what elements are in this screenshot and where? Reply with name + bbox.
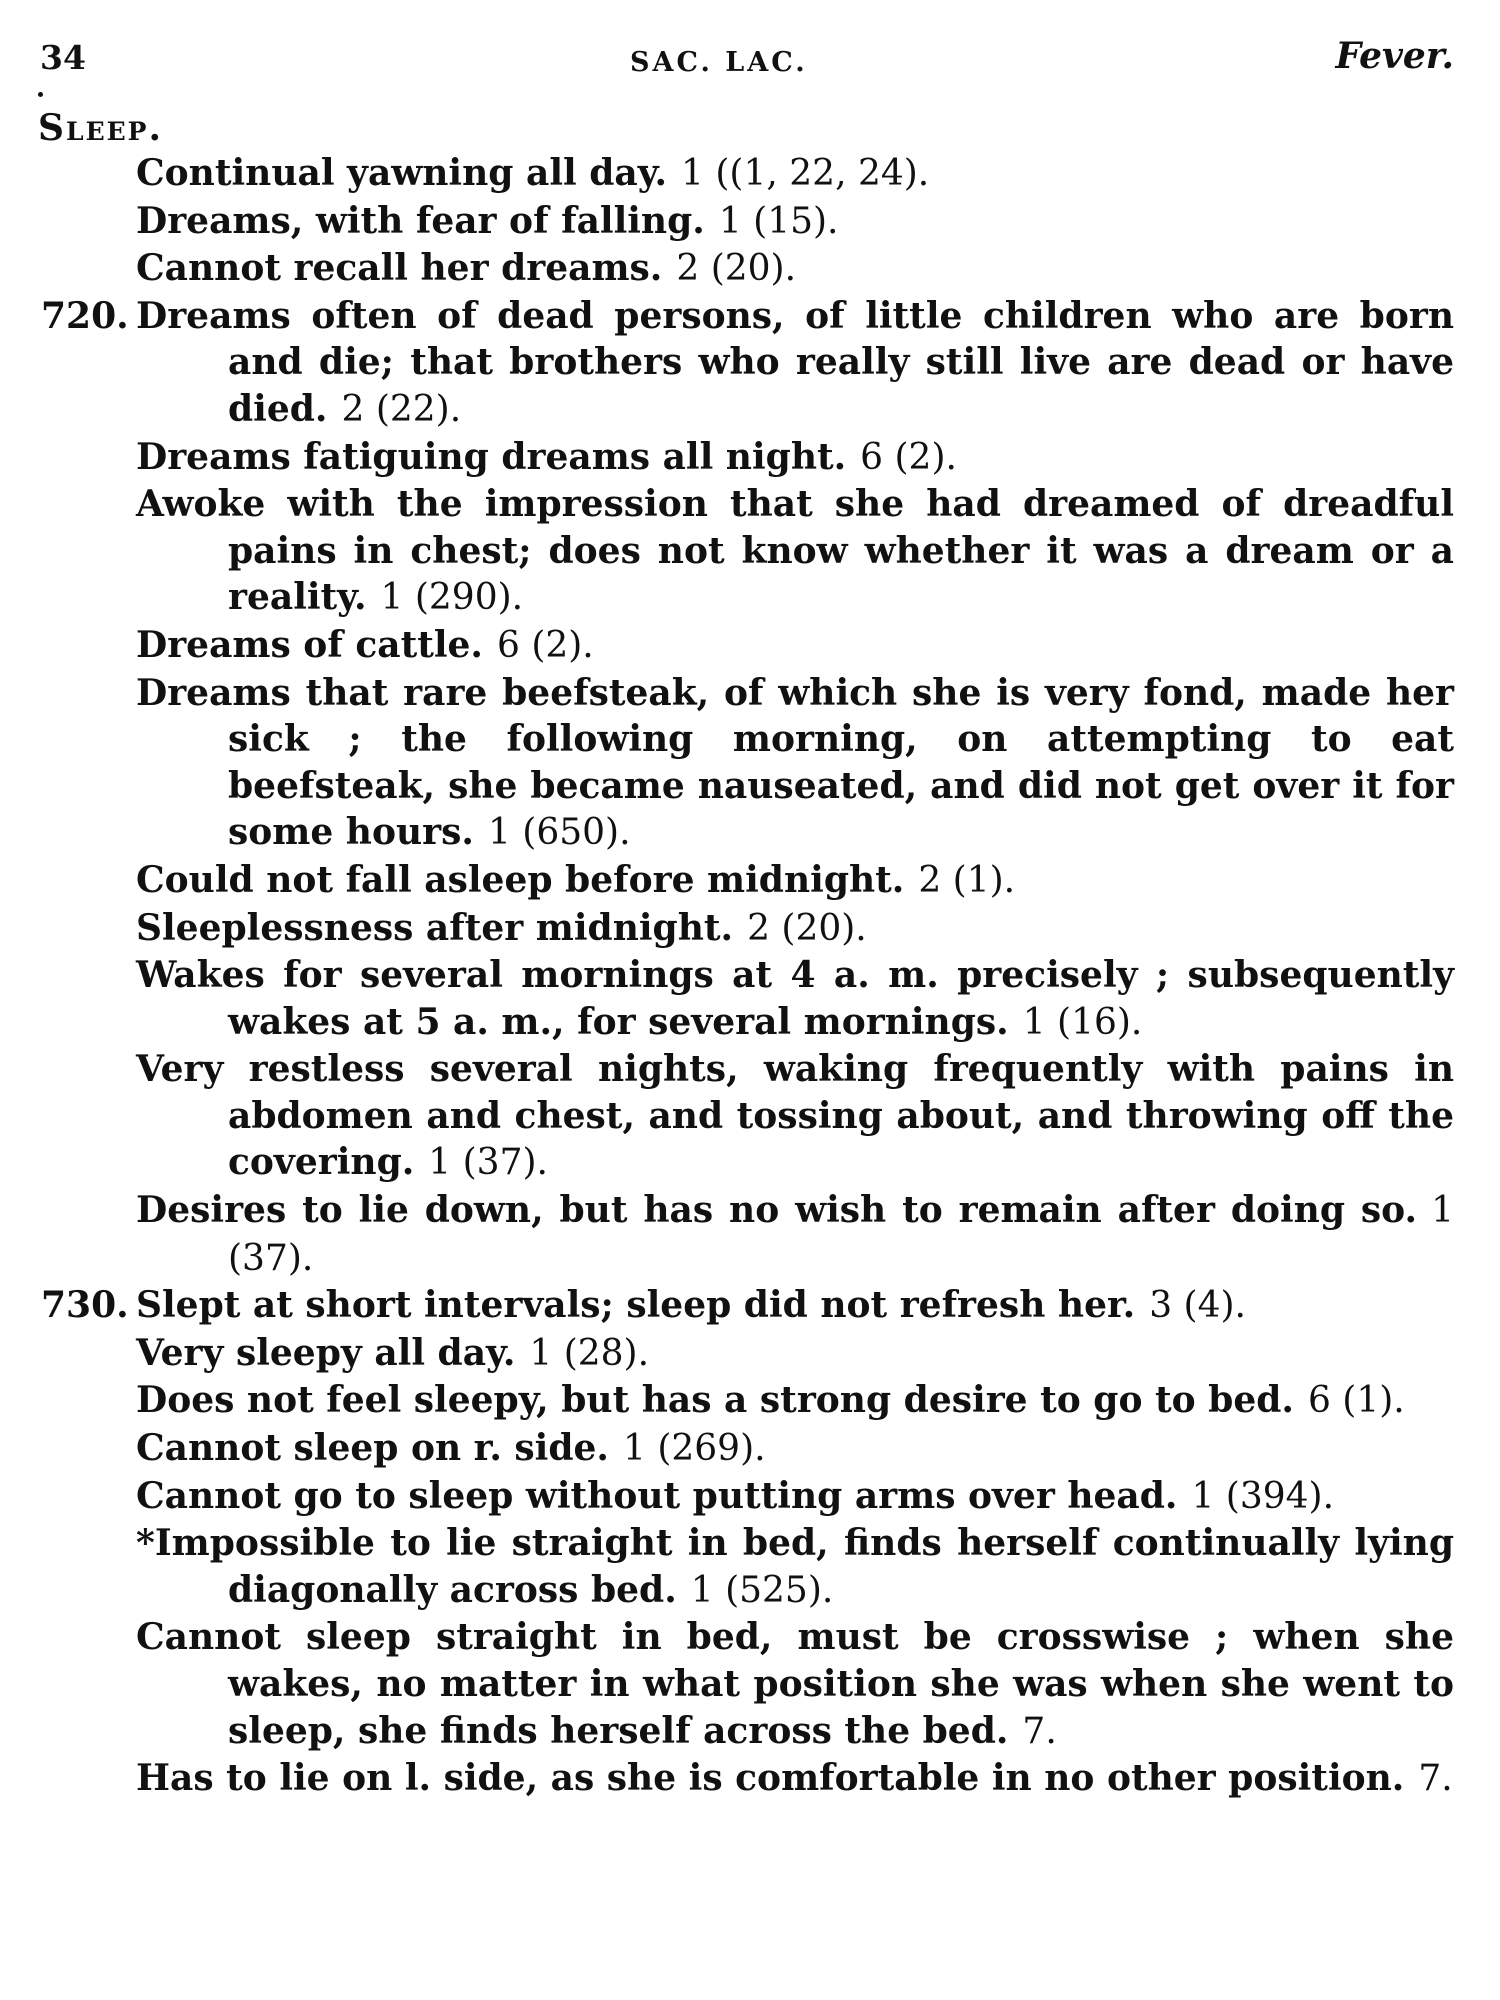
symptom-entry xyxy=(136,150,1454,198)
symptom-entry xyxy=(136,622,1454,670)
entry-reference: 2 (20). xyxy=(747,907,867,949)
symptom-entry xyxy=(136,1520,1454,1614)
section-heading: Sleep. xyxy=(38,107,164,149)
symptom-entry xyxy=(136,245,1454,293)
entry-reference: 2 (1). xyxy=(918,859,1016,901)
entry-text: Cannot sleep on r. side. xyxy=(136,1427,609,1470)
entry-reference: 1 (269). xyxy=(622,1428,766,1470)
symptom-entry xyxy=(136,1473,1454,1521)
entry-text: Very sleepy all day. xyxy=(136,1331,516,1374)
entry-reference: 1 (16). xyxy=(1022,1001,1143,1043)
entry-text: Awoke with the impression that she had dreamed of dreadful pains in chest; does not know whether it was a dream or a reality. xyxy=(136,483,1454,619)
symptom-entry xyxy=(41,1282,1454,1330)
entry-reference: 7. xyxy=(1418,1758,1453,1800)
entry-reference: 1 (650). xyxy=(487,812,631,854)
entry-number: 730. xyxy=(41,1284,129,1327)
entry-text: Dreams, with fear of falling. xyxy=(136,199,705,242)
entry-text: Cannot sleep straight in bed, must be crosswise ; when she wakes, no matter in what position she was when she went to sleep, she finds herself across the bed. xyxy=(136,1616,1454,1752)
entry-reference: 1 (290). xyxy=(380,577,524,619)
entry-text: Continual yawning all day. xyxy=(136,152,668,194)
entry-text: *Impossible to lie straight in bed, finds herself continually lying diagonally across bed. xyxy=(136,1522,1454,1611)
symptom-entry xyxy=(136,434,1454,482)
entry-text: Cannot go to sleep without putting arms over head. xyxy=(136,1474,1178,1517)
entry-reference: 1 (37). xyxy=(428,1142,548,1184)
symptom-entry xyxy=(136,1187,1454,1282)
entry-text: Has to lie on l. side, as she is comfortable in no other position. xyxy=(136,1757,1405,1800)
entry-text: Very restless several nights, waking frequently with pains in abdomen and chest, and tossing about, and throwing off the covering. xyxy=(136,1048,1454,1184)
entry-reference: 7. xyxy=(1022,1710,1057,1752)
symptom-entry xyxy=(136,1330,1454,1378)
symptom-entry xyxy=(136,670,1454,857)
symptom-entry xyxy=(136,1425,1454,1473)
entry-number: 720. xyxy=(41,294,129,337)
entry-text: Cannot recall her dreams. xyxy=(136,247,663,290)
symptom-entry xyxy=(136,905,1454,953)
symptom-entry xyxy=(136,1377,1454,1425)
stray-mark xyxy=(38,92,43,97)
symptom-entry xyxy=(136,1614,1454,1755)
symptom-entry xyxy=(136,857,1454,905)
entry-reference: 2 (22). xyxy=(341,388,462,430)
entry-reference: 1 (394). xyxy=(1191,1475,1335,1517)
entry-text: Sleeplessness after midnight. xyxy=(136,906,734,949)
entry-text: Could not fall asleep before midnight. xyxy=(136,858,905,901)
entry-reference: 1 (28). xyxy=(529,1332,650,1374)
section-title: Fever. xyxy=(1335,35,1454,77)
entry-reference: 1 (37). xyxy=(228,1190,1454,1279)
entry-reference: 1 (15). xyxy=(718,200,839,242)
entry-reference: 3 (4). xyxy=(1149,1285,1246,1327)
entry-text: Wakes for several mornings at 4 a. m. precisely ; subsequently wakes at 5 a. m., for several mornings. xyxy=(136,954,1454,1043)
entry-reference: 6 (2). xyxy=(860,436,957,478)
entry-reference: 6 (1). xyxy=(1307,1380,1405,1422)
entry-text: Desires to lie down, but has no wish to remain after doing so. xyxy=(136,1189,1418,1232)
symptom-entry xyxy=(136,198,1454,246)
entry-text: Dreams fatiguing dreams all night. xyxy=(136,435,847,478)
entry-reference: 6 (2). xyxy=(496,624,594,666)
symptom-entry xyxy=(41,293,1454,434)
entry-text: Dreams often of dead persons, of little children who are born and die; that brothers who really still live are dead or have died. xyxy=(136,294,1454,430)
symptom-entry xyxy=(136,952,1454,1046)
symptom-list xyxy=(0,150,1500,1803)
entry-text: Dreams that rare beefsteak, of which she is very fond, made her sick ; the following morning, on attempting to eat beefsteak, she became nauseated, and did not get over it for some hours. xyxy=(136,671,1454,854)
entry-reference: 1 ((1, 22, 24). xyxy=(681,153,930,194)
entry-reference: 1 (525). xyxy=(690,1569,834,1611)
entry-reference: 2 (20). xyxy=(676,248,797,290)
entry-text: Dreams of cattle. xyxy=(136,623,483,666)
page-number: 34 xyxy=(40,38,86,77)
running-title: SAC. LAC. xyxy=(630,47,808,78)
symptom-entry xyxy=(136,1755,1454,1803)
symptom-entry xyxy=(136,481,1454,622)
entry-text: Does not feel sleepy, but has a strong desire to go to bed. xyxy=(136,1379,1294,1422)
entry-text: Slept at short intervals; sleep did not refresh her. xyxy=(136,1284,1136,1327)
symptom-entry xyxy=(136,1046,1454,1187)
